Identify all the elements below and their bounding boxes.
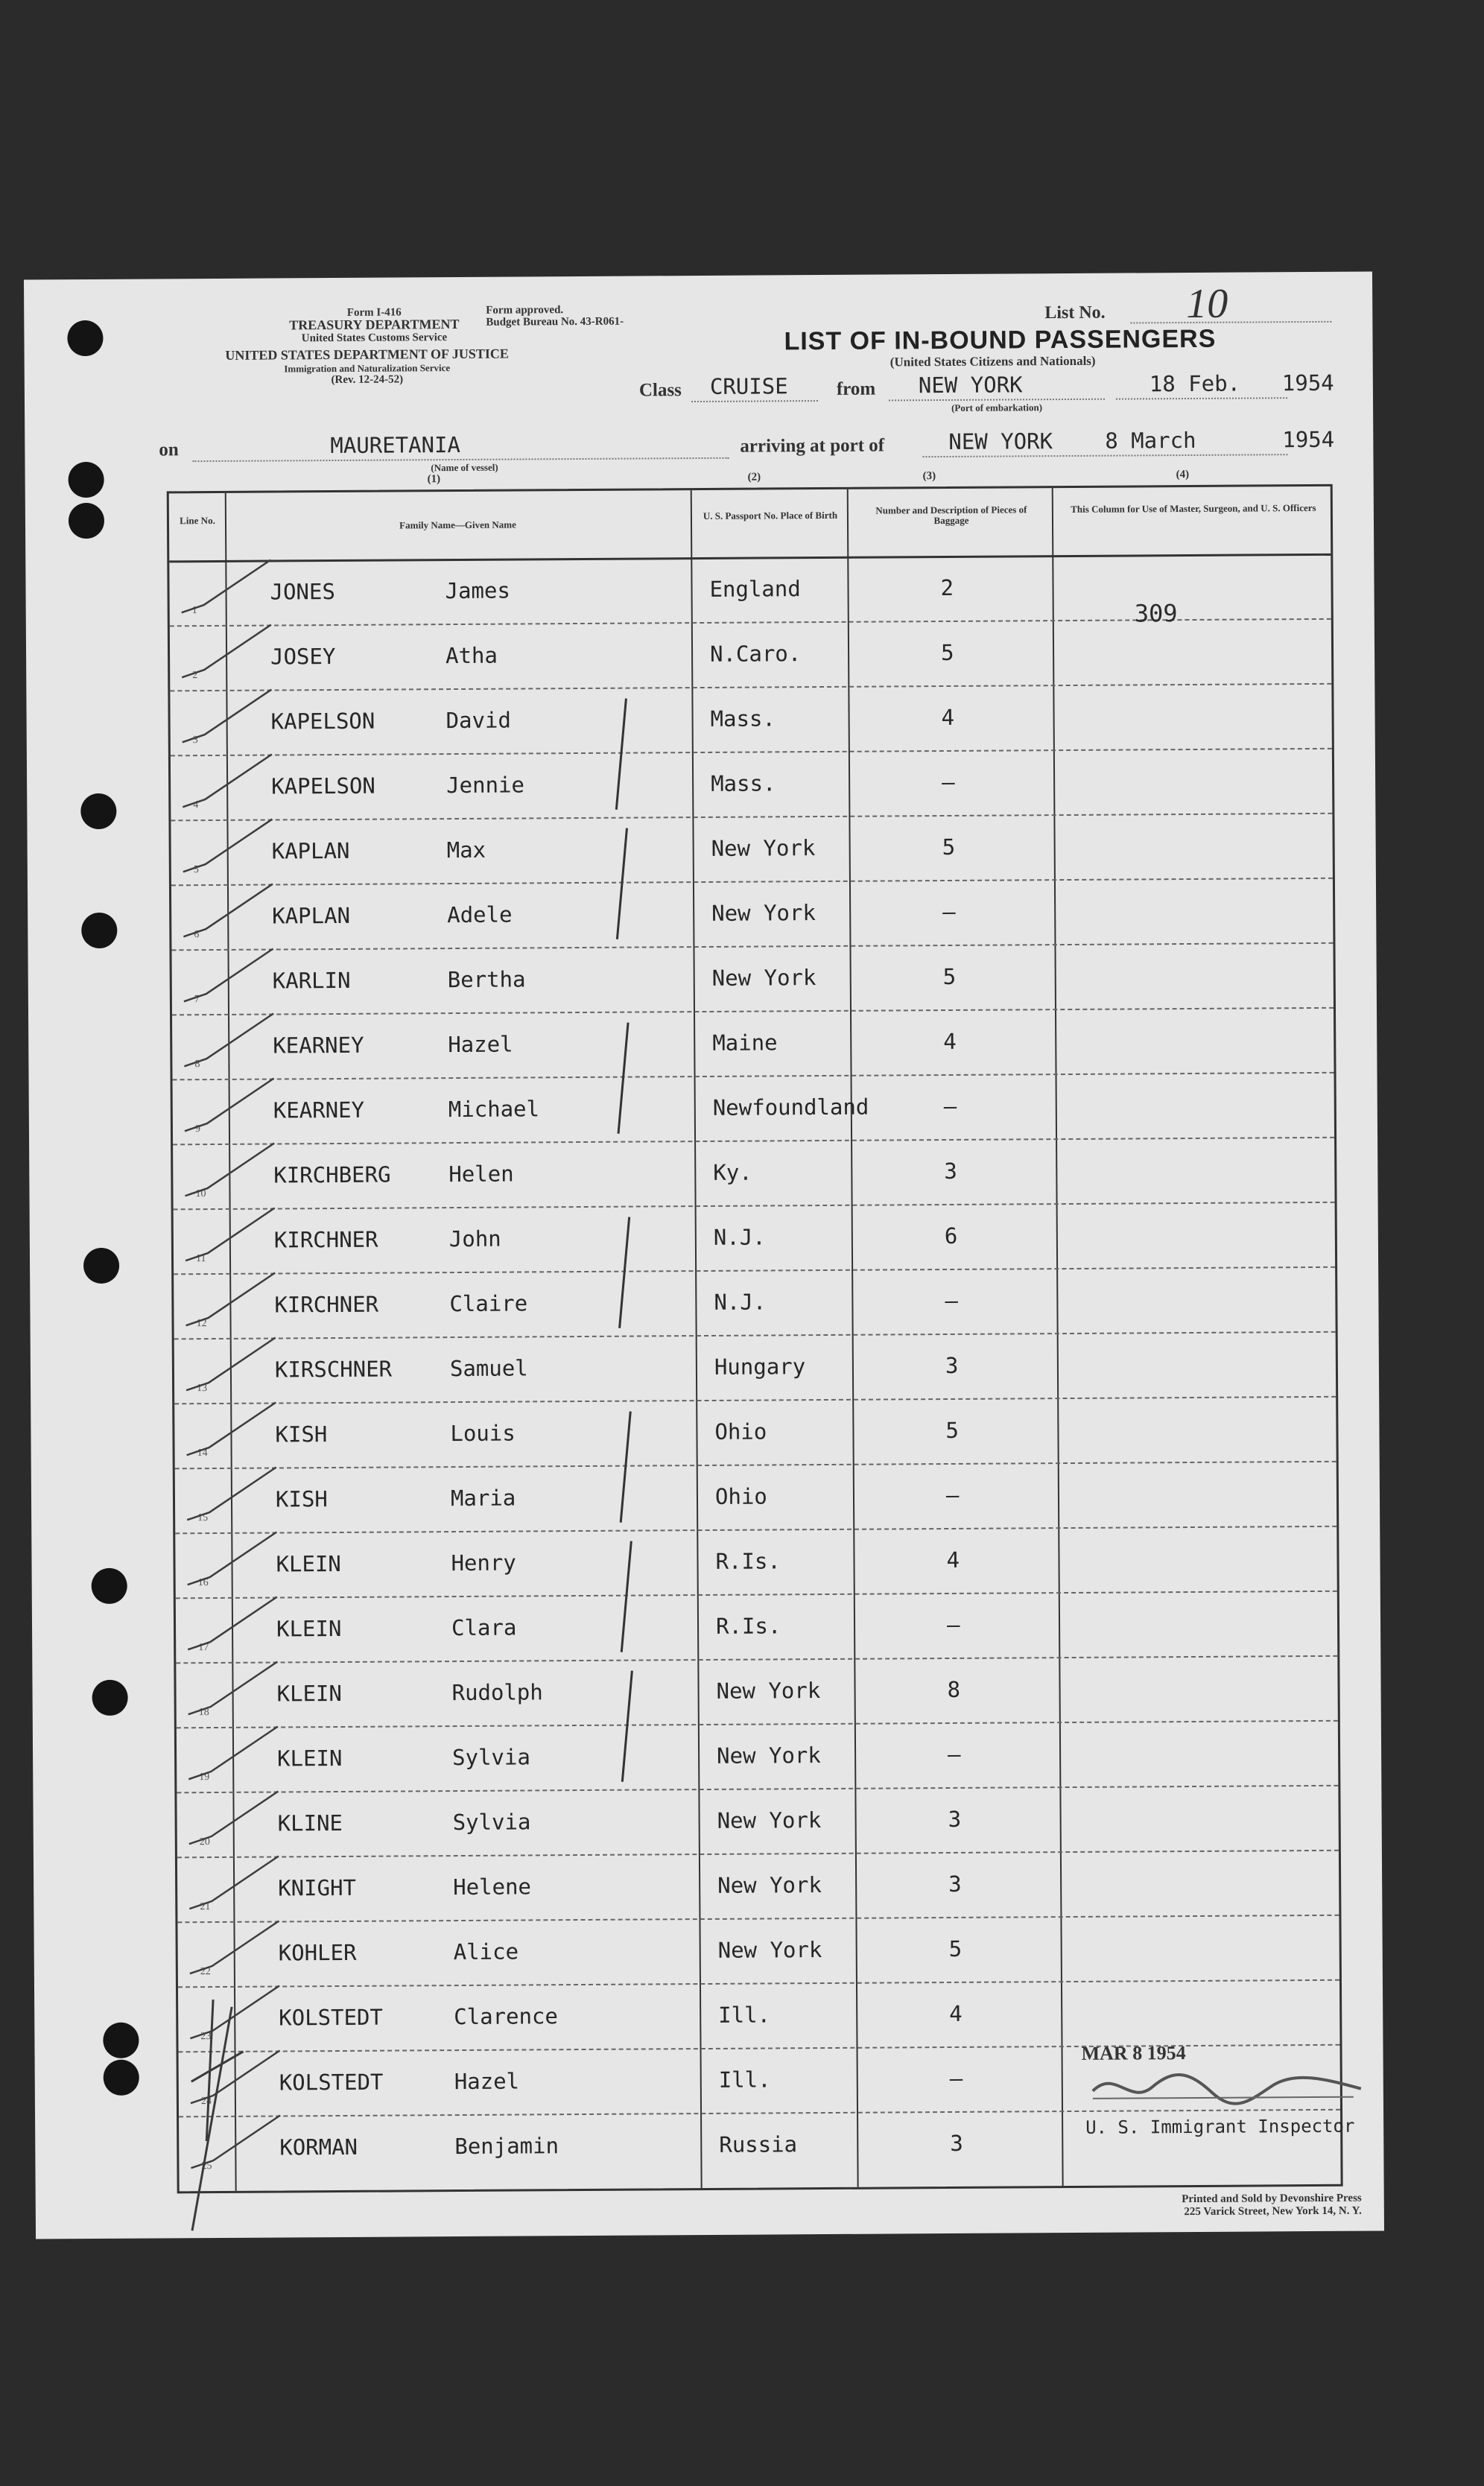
- birthplace: New York: [711, 835, 816, 861]
- birthplace: New York: [711, 965, 816, 991]
- birthplace: Mass.: [710, 705, 776, 732]
- inspector-label: U. S. Immigrant Inspector: [1085, 2115, 1355, 2138]
- pencil-check-mark: [175, 811, 280, 887]
- table-row: [177, 1850, 1339, 1924]
- embarkation-port: NEW YORK: [918, 372, 1023, 399]
- line-number: 22: [200, 1966, 211, 1978]
- column-marker: (1): [427, 473, 441, 486]
- pencil-check-mark: [177, 1006, 282, 1081]
- binder-hole: [104, 2060, 139, 2096]
- family-name: KISH: [275, 1421, 328, 1447]
- table-row: [173, 1137, 1335, 1211]
- given-name: Sylvia: [452, 1744, 530, 1771]
- family-name: KLEIN: [276, 1680, 342, 1707]
- given-name: Jennie: [446, 772, 525, 799]
- line-number: 5: [193, 864, 199, 876]
- pencil-check-mark: [179, 1395, 284, 1470]
- family-name: KISH: [275, 1486, 328, 1512]
- from-label: from: [836, 378, 876, 399]
- binder-hole: [92, 1680, 127, 1716]
- table-row: [177, 1785, 1339, 1859]
- table-row: [174, 1266, 1336, 1340]
- pencil-check-mark: [181, 1719, 286, 1794]
- table-row: [174, 1202, 1336, 1275]
- list-no-value: 10: [1186, 280, 1228, 328]
- family-name: KOLSTEDT: [279, 2004, 384, 2031]
- line-number: 16: [197, 1577, 209, 1589]
- pencil-checkmarks: [161, 1991, 282, 2238]
- table-row: [171, 878, 1334, 951]
- pencil-check-mark: [182, 1913, 287, 1988]
- table-row: [171, 748, 1333, 822]
- budget-bureau: Budget Bureau No. 43-R061-: [486, 315, 624, 329]
- pencil-check-mark: [182, 1848, 287, 1924]
- col-line-no: Line No.: [180, 514, 215, 527]
- form-number: Form I-416: [346, 306, 402, 319]
- pencil-check-mark: [180, 1524, 285, 1599]
- birthplace: R.Is.: [715, 1613, 781, 1639]
- family-name: KNIGHT: [278, 1874, 357, 1901]
- baggage-count: –: [942, 898, 956, 925]
- table-header: [169, 486, 1331, 563]
- on-label: on: [159, 440, 179, 460]
- customs-service: United States Customs Service: [301, 332, 448, 345]
- given-name: Bertha: [447, 966, 526, 993]
- given-name: James: [445, 577, 510, 604]
- baggage-count: –: [942, 769, 955, 796]
- col-baggage: Number and Description of Pieces of Baggage: [875, 504, 1027, 527]
- pencil-check-mark: [175, 746, 280, 822]
- line-number: 14: [197, 1447, 208, 1459]
- date-stamp: MAR 8 1954: [1081, 2042, 1186, 2064]
- birthplace: New York: [717, 1872, 822, 1898]
- birthplace: Maine: [712, 1030, 778, 1056]
- family-name: KLEIN: [276, 1550, 341, 1577]
- line-number: 18: [198, 1707, 209, 1719]
- printer-line: 225 Varick Street, New York 14, N. Y.: [1184, 2204, 1362, 2219]
- baggage-count: 8: [947, 1676, 961, 1703]
- birthplace: Russia: [719, 2131, 798, 2157]
- given-name: Sylvia: [452, 1809, 531, 1836]
- line-number: 10: [195, 1188, 206, 1200]
- pencil-check-mark: [180, 1589, 285, 1664]
- baggage-count: –: [949, 2065, 963, 2092]
- arrival-date: 8 March: [1105, 427, 1196, 454]
- baggage-count: –: [943, 1093, 957, 1120]
- given-name: John: [448, 1225, 501, 1252]
- family-name: JONES: [270, 579, 335, 605]
- given-name: Claire: [449, 1290, 528, 1317]
- baggage-count: 4: [941, 704, 955, 731]
- printer-line: Printed and Sold by Devonshire Press: [1182, 2192, 1362, 2206]
- form-approved: Form approved.: [486, 304, 564, 317]
- embarkation-caption: (Port of embarkation): [951, 402, 1043, 413]
- given-name: Hazel: [454, 2068, 520, 2095]
- line-number: 21: [200, 1901, 211, 1913]
- treasury-dept: TREASURY DEPARTMENT: [289, 316, 460, 333]
- baggage-count: –: [946, 1611, 960, 1638]
- birthplace: Newfoundland: [712, 1094, 869, 1120]
- column-marker: (3): [922, 470, 936, 483]
- birthplace: England: [709, 576, 801, 602]
- pencil-check-mark: [178, 1265, 283, 1340]
- baggage-count: 3: [950, 2130, 963, 2157]
- pencil-check-mark: [179, 1330, 284, 1405]
- birthplace: New York: [717, 1743, 821, 1769]
- justice-dept: UNITED STATES DEPARTMENT OF JUSTICE: [225, 346, 509, 363]
- family-group-bracket: [613, 1214, 636, 1343]
- arriving-label: arriving at port of: [740, 435, 885, 457]
- given-name: Atha: [445, 642, 498, 669]
- list-no-label: List No.: [1044, 302, 1106, 323]
- table-row: [173, 1072, 1335, 1146]
- line-number: 12: [196, 1318, 207, 1330]
- given-name: Maria: [450, 1485, 516, 1512]
- given-name: Louis: [450, 1420, 516, 1447]
- family-name: KEARNEY: [273, 1032, 364, 1059]
- line-number: 24: [200, 2096, 212, 2108]
- manifest-page: [24, 271, 1384, 2239]
- birthplace: Ky.: [713, 1159, 752, 1185]
- pencil-check-mark: [180, 1654, 285, 1729]
- baggage-count: 3: [945, 1352, 959, 1379]
- birthplace: Ill.: [718, 2002, 771, 2028]
- table-row: [177, 1720, 1339, 1794]
- family-name: KIRCHNER: [273, 1226, 378, 1253]
- line-number: 6: [194, 929, 200, 941]
- family-group-bracket: [612, 1019, 635, 1149]
- line-number: 15: [197, 1512, 209, 1524]
- baggage-count: 2: [940, 574, 954, 601]
- line-number: 23: [200, 2031, 212, 2043]
- given-name: Samuel: [449, 1355, 528, 1382]
- baggage-count: –: [945, 1482, 960, 1509]
- pencil-check-mark: [178, 1200, 283, 1275]
- given-name: Max: [446, 837, 486, 863]
- family-group-bracket: [615, 1538, 638, 1667]
- given-name: Clara: [451, 1614, 517, 1641]
- revision-date: (Rev. 12-24-52): [331, 373, 404, 387]
- family-name: KOLSTEDT: [279, 2069, 384, 2096]
- birthplace: Ohio: [714, 1418, 767, 1445]
- family-name: KEARNEY: [273, 1097, 365, 1123]
- line-number: 3: [192, 735, 198, 746]
- family-group-bracket: [615, 1667, 638, 1797]
- baggage-count: 4: [943, 1028, 957, 1055]
- line-number: 13: [197, 1383, 208, 1395]
- family-group-bracket: [609, 695, 632, 825]
- baggage-count: 5: [942, 834, 956, 860]
- baggage-count: 5: [940, 639, 954, 666]
- embarkation-date: 18 Feb.: [1149, 370, 1241, 397]
- line-number: 9: [194, 1123, 200, 1135]
- table-row: [177, 1915, 1339, 1988]
- birthplace: New York: [717, 1807, 822, 1833]
- birthplace: Ohio: [714, 1483, 767, 1509]
- birthplace: Mass.: [711, 770, 776, 796]
- printer-credit: [1064, 2192, 1362, 2219]
- binder-hole: [81, 913, 117, 948]
- table-row: [172, 1007, 1334, 1081]
- pencil-check-mark: [174, 552, 279, 627]
- family-name: KOHLER: [278, 1939, 357, 1966]
- given-name: Helen: [448, 1161, 514, 1187]
- given-name: Clarence: [454, 2003, 559, 2030]
- family-name: KIRSCHNER: [274, 1356, 393, 1383]
- vessel-name: MAURETANIA: [330, 431, 461, 459]
- family-name: KLEIN: [277, 1745, 343, 1772]
- pencil-check-mark: [181, 1783, 286, 1859]
- binder-hole: [67, 320, 103, 356]
- table-row: [175, 1526, 1337, 1599]
- pencil-check-mark: [176, 876, 281, 951]
- birthplace: R.Is.: [715, 1548, 781, 1574]
- family-group-bracket: [610, 825, 633, 954]
- family-name: KAPELSON: [270, 708, 375, 735]
- col-name: Family Name—Given Name: [399, 519, 516, 531]
- binder-hole: [92, 1568, 127, 1604]
- document-subtitle: (United States Citizens and Nationals): [890, 353, 1096, 370]
- binder-hole: [83, 1248, 119, 1284]
- binder-hole: [69, 503, 104, 539]
- table-row: [176, 1591, 1338, 1664]
- table-row: [171, 813, 1333, 887]
- pencil-check-mark: [177, 1071, 282, 1146]
- family-name: KLEIN: [276, 1615, 342, 1642]
- binder-hole: [80, 793, 116, 829]
- table-row: [174, 1396, 1336, 1470]
- baggage-count: 3: [948, 1871, 962, 1897]
- passenger-table: [167, 484, 1343, 2194]
- family-group-bracket: [614, 1408, 637, 1538]
- baggage-count: –: [947, 1741, 961, 1768]
- table-row: [171, 942, 1334, 1016]
- baggage-count: 4: [949, 2000, 963, 2027]
- given-name: Alice: [453, 1938, 519, 1965]
- table-row: [170, 618, 1332, 692]
- family-name: KAPELSON: [271, 773, 375, 799]
- table-row: [174, 1331, 1336, 1405]
- birthplace: New York: [711, 900, 816, 926]
- given-name: Hazel: [448, 1031, 513, 1058]
- birthplace: New York: [716, 1678, 821, 1704]
- baggage-count: 4: [946, 1547, 960, 1573]
- line-number: 7: [194, 994, 200, 1006]
- baggage-count: 5: [948, 1935, 963, 1962]
- baggage-count: 3: [948, 1806, 962, 1833]
- baggage-count: –: [945, 1287, 958, 1314]
- pencil-check-mark: [174, 617, 279, 692]
- family-name: KORMAN: [279, 2134, 358, 2160]
- line-number: 11: [195, 1253, 206, 1265]
- baggage-count: 5: [945, 1417, 960, 1444]
- table-row: [176, 1655, 1338, 1729]
- column-marker: (4): [1176, 469, 1190, 481]
- pencil-check-mark: [176, 941, 281, 1016]
- table-row: [170, 683, 1332, 757]
- line-number: 25: [201, 2160, 212, 2172]
- class-label: Class: [638, 380, 682, 401]
- family-name: KIRCHNER: [274, 1291, 379, 1318]
- line-number: 2: [192, 670, 198, 682]
- arrival-port: NEW YORK: [948, 428, 1053, 454]
- col-birth: U. S. Passport No. Place of Birth: [703, 509, 838, 521]
- baggage-count: 6: [944, 1223, 958, 1249]
- family-name: KAPLAN: [271, 837, 350, 864]
- baggage-count: 5: [942, 963, 957, 990]
- family-name: KARLIN: [272, 967, 351, 994]
- family-name: KLINE: [277, 1810, 343, 1836]
- vessel-caption: (Name of vessel): [431, 461, 498, 474]
- birthplace: Hungary: [714, 1354, 806, 1380]
- baggage-count: 3: [944, 1158, 957, 1185]
- birthplace: N.J.: [713, 1224, 766, 1250]
- pencil-check-mark: [174, 682, 279, 757]
- given-name: Michael: [448, 1096, 540, 1123]
- class-value: CRUISE: [709, 373, 788, 399]
- pencil-check-mark: [180, 1459, 285, 1535]
- embarkation-year: 1954: [1281, 370, 1334, 396]
- given-name: Rudolph: [451, 1679, 543, 1706]
- binder-hole: [68, 462, 104, 498]
- birthplace: Ill.: [718, 2067, 771, 2093]
- given-name: Benjamin: [454, 2133, 559, 2160]
- birthplace: New York: [717, 1937, 822, 1963]
- table-row: [175, 1461, 1337, 1535]
- given-name: Henry: [451, 1550, 516, 1576]
- col-officers: This Column for Use of Master, Surgeon, and U. S. Officers: [1071, 501, 1316, 515]
- birthplace: N.Caro.: [709, 641, 802, 667]
- given-name: Adele: [447, 901, 513, 928]
- officer-note: 309: [1134, 599, 1178, 628]
- line-number: 20: [199, 1836, 210, 1848]
- line-number: 8: [194, 1059, 200, 1071]
- family-name: KAPLAN: [272, 902, 351, 929]
- line-number: 1: [191, 605, 197, 617]
- given-name: David: [445, 707, 512, 734]
- birthplace: N.J.: [714, 1289, 767, 1315]
- ins-service: Immigration and Naturalization Service: [284, 362, 451, 375]
- line-number: 19: [199, 1772, 210, 1783]
- binder-hole: [103, 2023, 139, 2058]
- arrival-year: 1954: [1282, 426, 1335, 453]
- given-name: Helene: [453, 1874, 532, 1900]
- line-number: 4: [193, 799, 199, 811]
- inspector-signature: [1085, 2064, 1369, 2110]
- family-name: KIRCHBERG: [273, 1161, 391, 1188]
- family-name: JOSEY: [270, 644, 336, 670]
- line-number: 17: [198, 1642, 209, 1654]
- document-title: LIST OF IN-BOUND PASSENGERS: [784, 324, 1217, 356]
- column-marker: (2): [747, 471, 761, 483]
- pencil-check-mark: [177, 1135, 282, 1211]
